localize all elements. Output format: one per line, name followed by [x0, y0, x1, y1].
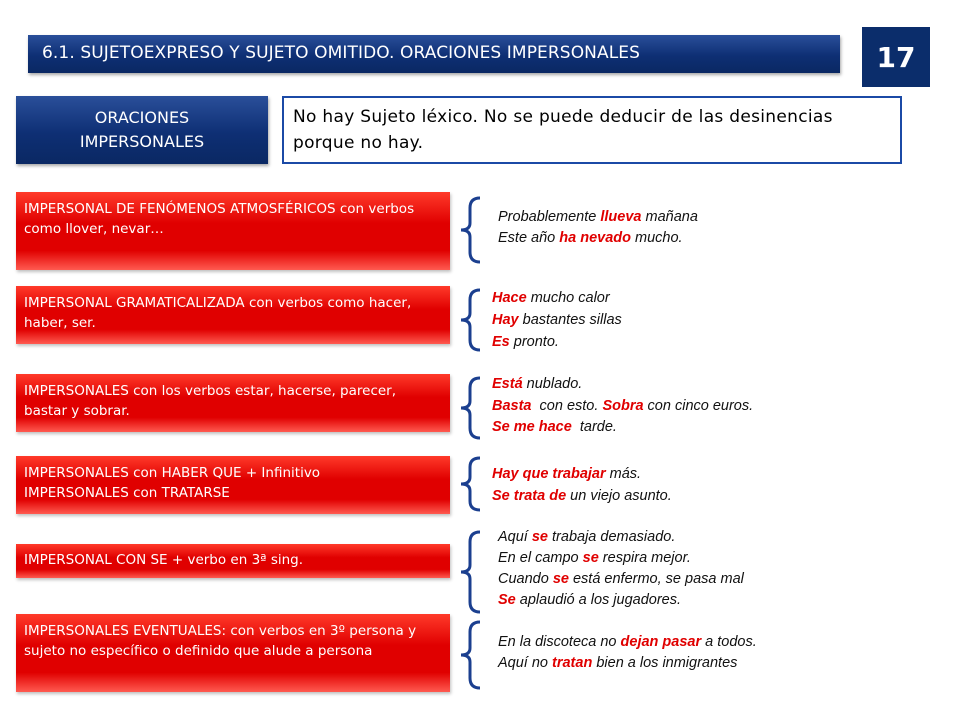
- highlighted-verb: Hay: [492, 312, 519, 328]
- example-sentence: [492, 485, 672, 507]
- brace-icon: [458, 620, 484, 690]
- brace-icon: [458, 196, 484, 264]
- example-sentence: [498, 207, 698, 228]
- example-sentence: [498, 632, 757, 653]
- sentence-text: está enfermo, se pasa mal: [568, 571, 744, 587]
- example-sentence: [498, 228, 698, 249]
- highlighted-verb: Se trata de: [492, 488, 567, 504]
- example-sentence: [498, 548, 744, 569]
- sentence-text: Aquí: [498, 529, 532, 545]
- highlighted-verb: Está: [492, 376, 523, 392]
- highlighted-verb: se: [582, 550, 599, 566]
- highlighted-verb: Hay que trabajar: [492, 466, 606, 482]
- example-sentence: [492, 417, 753, 439]
- sentence-text: con esto.: [531, 397, 603, 414]
- sentence-text: mucho calor: [526, 290, 610, 306]
- sentence-text: un viejo asunto.: [566, 488, 672, 504]
- section-label-line2: IMPERSONALES: [79, 132, 205, 151]
- sentence-text: pronto.: [509, 334, 559, 350]
- highlighted-verb: Sobra: [602, 397, 644, 414]
- sentence-text: mucho.: [630, 230, 683, 246]
- highlighted-verb: tratan: [552, 655, 593, 671]
- highlighted-verb: Hace: [492, 290, 527, 306]
- page-number: 17: [862, 27, 930, 87]
- category-haber-que-tratarse: [16, 456, 450, 514]
- sentence-text: a todos.: [701, 634, 757, 650]
- highlighted-verb: Basta: [492, 397, 532, 414]
- highlighted-verb: se: [552, 571, 569, 587]
- examples-haber-que-tratarse: [492, 463, 672, 507]
- sentence-text: Aquí no: [498, 655, 553, 671]
- category-label: IMPERSONAL CON SE + verbo en 3ª sing.: [24, 552, 304, 568]
- category-gramaticalizada: [16, 286, 450, 344]
- example-sentence: [492, 463, 672, 485]
- category-label-line2: IMPERSONALES con TRATARSE: [24, 485, 230, 501]
- sentence-text: más.: [605, 466, 642, 482]
- category-label: IMPERSONAL DE FENÓMENOS ATMOSFÉRICOS con verbos como llover, nevar…: [24, 201, 415, 237]
- sentence-text: respira mejor.: [598, 550, 691, 566]
- category-estar-hacerse: [16, 374, 450, 432]
- highlighted-verb: se: [531, 529, 548, 545]
- page-title: 6.1. SUJETOEXPRESO Y SUJETO OMITIDO. ORACIONES IMPERSONALES: [28, 35, 840, 73]
- category-label: IMPERSONALES con los verbos estar, hacerse, parecer, bastar y sobrar.: [24, 383, 397, 419]
- highlighted-verb: Se: [498, 592, 516, 608]
- example-sentence: [492, 374, 753, 396]
- sentence-text: bien a los inmigrantes: [592, 655, 738, 671]
- category-label: IMPERSONAL GRAMATICALIZADA con verbos como hacer, haber, ser.: [24, 295, 412, 331]
- example-sentence: [492, 396, 753, 418]
- examples-eventuales: [498, 632, 757, 674]
- examples-gramaticalizada: [492, 287, 622, 353]
- examples-estar-hacerse: [492, 374, 753, 439]
- category-label: IMPERSONALES EVENTUALES: con verbos en 3º persona y sujeto no específico o definido que alude a persona: [24, 623, 417, 659]
- sentence-text: aplaudió a los jugadores.: [515, 592, 682, 608]
- section-label: [16, 96, 268, 164]
- section-label-line1: ORACIONES: [94, 108, 190, 127]
- sentence-text: En el campo: [498, 550, 583, 566]
- example-sentence: [492, 309, 622, 331]
- example-sentence: [498, 527, 744, 548]
- category-se-impersonal: [16, 544, 450, 578]
- category-atmosfericos: [16, 192, 450, 270]
- brace-icon: [458, 288, 484, 352]
- brace-icon: [458, 530, 484, 614]
- sentence-text: En la discoteca no: [498, 634, 621, 650]
- section-description: No hay Sujeto léxico. No se puede deducir de las desinencias porque no hay.: [282, 96, 902, 164]
- highlighted-verb: Se me hace: [492, 419, 572, 435]
- sentence-text: tarde.: [571, 419, 617, 435]
- example-sentence: [498, 590, 744, 611]
- example-sentence: [498, 653, 757, 674]
- brace-icon: [458, 456, 484, 512]
- sentence-text: trabaja demasiado.: [548, 529, 676, 545]
- highlighted-verb: Es: [492, 334, 510, 350]
- sentence-text: bastantes sillas: [518, 312, 622, 328]
- examples-se-impersonal: [498, 527, 744, 611]
- example-sentence: [498, 569, 744, 590]
- sentence-text: Probablemente: [498, 209, 601, 225]
- brace-icon: [458, 376, 484, 440]
- sentence-text: Cuando: [498, 571, 553, 587]
- highlighted-verb: ha nevado: [559, 230, 631, 246]
- example-sentence: [492, 331, 622, 353]
- sentence-text: mañana: [641, 209, 698, 225]
- example-sentence: [492, 287, 622, 309]
- sentence-text: nublado.: [522, 376, 583, 392]
- sentence-text: con cinco euros.: [643, 397, 754, 414]
- sentence-text: Este año: [498, 230, 560, 246]
- highlighted-verb: dejan pasar: [620, 634, 702, 650]
- highlighted-verb: llueva: [600, 209, 642, 225]
- category-eventuales: [16, 614, 450, 692]
- category-label-line1: IMPERSONALES con HABER QUE + Infinitivo: [24, 465, 321, 481]
- examples-atmosfericos: [498, 207, 698, 249]
